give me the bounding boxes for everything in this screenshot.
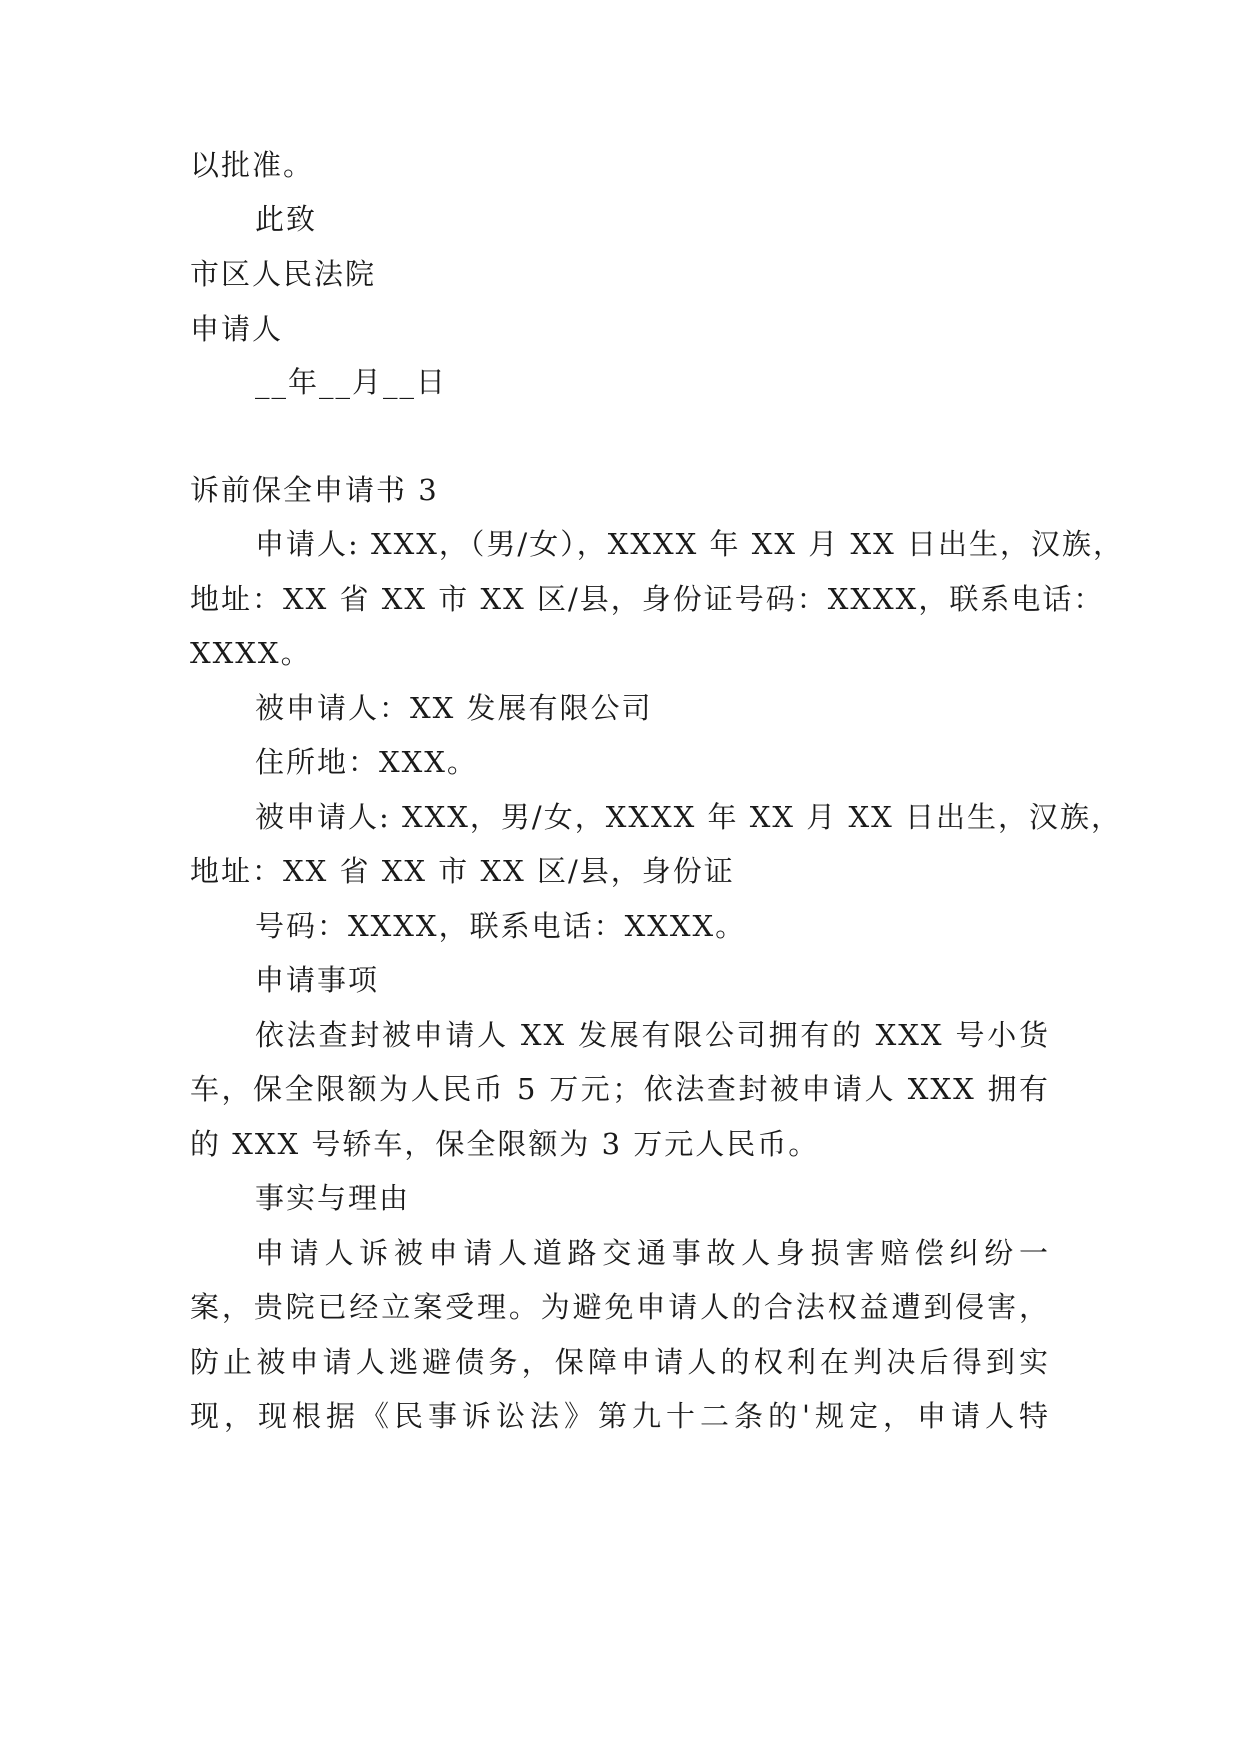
- section-heading: 事实与理由: [255, 1181, 411, 1215]
- section-heading: 申请事项: [255, 963, 380, 997]
- paragraph-line: 被申请人: XXX，男/女，XXXX 年 XX 月 XX 日出生，汉族，: [255, 800, 1122, 834]
- paragraph-line: 现，现根据《民事诉讼法》第九十二条的'规定，申请人特: [190, 1399, 1050, 1433]
- paragraph-line: 地址：XX 省 XX 市 XX 区/县，身份证号码：XXXX，联系电话：: [190, 582, 1105, 616]
- paragraph-line: 号码：XXXX，联系电话：XXXX。: [255, 909, 747, 943]
- approve-line: 以批准。: [190, 148, 315, 182]
- paragraph-line: 住所地：XXX。: [255, 745, 478, 779]
- court-name: 市区人民法院: [190, 257, 377, 291]
- paragraph-line: 依法查封被申请人 XX 发展有限公司拥有的 XXX 号小货: [255, 1018, 1050, 1052]
- date-line: __年__月__日: [255, 365, 448, 399]
- paragraph-line: 申请人: XXX，（男/女），XXXX 年 XX 月 XX 日出生，汉族，: [255, 527, 1124, 561]
- paragraph-line: XXXX。: [190, 636, 312, 670]
- paragraph-line: 案，贵院已经立案受理。为避免申请人的合法权益遭到侵害，: [190, 1290, 1050, 1324]
- paragraph-line: 防止被申请人逃避债务，保障申请人的权利在判决后得到实: [190, 1345, 1050, 1379]
- paragraph-line: 车，保全限额为人民币 5 万元；依法查封被申请人 XXX 拥有: [190, 1072, 1050, 1106]
- paragraph-line: 被申请人：XX 发展有限公司: [255, 691, 653, 725]
- paragraph-line: 地址：XX 省 XX 市 XX 区/县，身份证: [190, 854, 735, 888]
- applicant-signature-label: 申请人: [190, 312, 284, 346]
- salutation: 此致: [255, 202, 318, 236]
- document-title: 诉前保全申请书 3: [190, 473, 439, 507]
- paragraph-line: 的 XXX 号轿车，保全限额为 3 万元人民币。: [190, 1127, 820, 1161]
- paragraph-line: 申请人诉被申请人道路交通事故人身损害赔偿纠纷一: [255, 1236, 1050, 1270]
